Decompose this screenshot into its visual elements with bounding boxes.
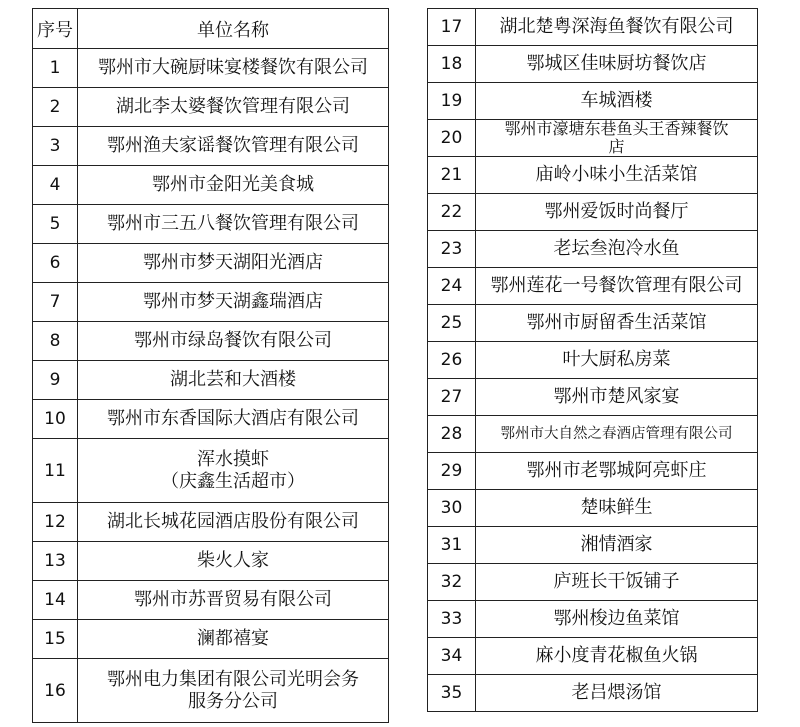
header-no: 序号 [33, 9, 78, 49]
row-number: 11 [33, 439, 78, 503]
row-number: 26 [428, 342, 476, 379]
table-row [428, 416, 758, 453]
table-row [33, 322, 389, 361]
table-row [33, 503, 389, 542]
row-number: 9 [33, 361, 78, 400]
table-row [33, 88, 389, 127]
table-row [428, 564, 758, 601]
table-row [428, 638, 758, 675]
row-number: 1 [33, 49, 78, 88]
unit-name: 车城酒楼 [476, 83, 758, 120]
table-row [33, 49, 389, 88]
row-number: 22 [428, 194, 476, 231]
row-number: 5 [33, 205, 78, 244]
row-number: 31 [428, 527, 476, 564]
table-row [428, 83, 758, 120]
unit-name: 湖北长城花园酒店股份有限公司 [78, 503, 389, 542]
row-number: 2 [33, 88, 78, 127]
table-row [33, 400, 389, 439]
unit-name: 湖北楚粤深海鱼餐饮有限公司 [476, 9, 758, 46]
table-row [428, 342, 758, 379]
restaurant-table-left [32, 8, 389, 723]
right-table-body [428, 9, 758, 712]
row-number: 25 [428, 305, 476, 342]
unit-name: 鄂城区佳味厨坊餐饮店 [476, 46, 758, 83]
header-row [33, 9, 389, 49]
row-number: 6 [33, 244, 78, 283]
row-number: 29 [428, 453, 476, 490]
table-row [33, 127, 389, 166]
unit-name: 鄂州市老鄂城阿亮虾庄 [476, 453, 758, 490]
row-number: 34 [428, 638, 476, 675]
row-number: 32 [428, 564, 476, 601]
unit-name: 湖北李太婆餐饮管理有限公司 [78, 88, 389, 127]
row-number: 23 [428, 231, 476, 268]
unit-name: 庙岭小味小生活菜馆 [476, 157, 758, 194]
unit-name: 鄂州市苏晋贸易有限公司 [78, 581, 389, 620]
row-number: 21 [428, 157, 476, 194]
row-number: 15 [33, 620, 78, 659]
row-number: 28 [428, 416, 476, 453]
unit-name: 庐班长干饭铺子 [476, 564, 758, 601]
row-number: 4 [33, 166, 78, 205]
row-number: 3 [33, 127, 78, 166]
unit-name: 鄂州市金阳光美食城 [78, 166, 389, 205]
unit-name: 鄂州市楚风家宴 [476, 379, 758, 416]
table-row [33, 659, 389, 723]
row-number: 7 [33, 283, 78, 322]
table-row [33, 361, 389, 400]
table-row [428, 9, 758, 46]
table-row [428, 268, 758, 305]
row-number: 19 [428, 83, 476, 120]
unit-name: 鄂州莲花一号餐饮管理有限公司 [476, 268, 758, 305]
table-row [33, 283, 389, 322]
unit-name: 鄂州市东香国际大酒店有限公司 [78, 400, 389, 439]
unit-name: 湘情酒家 [476, 527, 758, 564]
row-number: 30 [428, 490, 476, 527]
row-number: 17 [428, 9, 476, 46]
row-number: 16 [33, 659, 78, 723]
unit-name: 鄂州市大自然之春酒店管理有限公司 [476, 416, 758, 453]
row-number: 35 [428, 675, 476, 712]
table-row [428, 453, 758, 490]
table-row [428, 120, 758, 157]
unit-name: 柴火人家 [78, 542, 389, 581]
table-row [428, 194, 758, 231]
header-name: 单位名称 [78, 9, 389, 49]
table-row [428, 527, 758, 564]
unit-name: 鄂州市梦天湖阳光酒店 [78, 244, 389, 283]
unit-name: 鄂州市厨留香生活菜馆 [476, 305, 758, 342]
row-number: 24 [428, 268, 476, 305]
unit-name: 叶大厨私房菜 [476, 342, 758, 379]
unit-name: 鄂州爱饭时尚餐厅 [476, 194, 758, 231]
left-table-body [33, 49, 389, 723]
table-row [428, 490, 758, 527]
unit-name: 鄂州市绿岛餐饮有限公司 [78, 322, 389, 361]
unit-name: 老吕煨汤馆 [476, 675, 758, 712]
table-row [428, 231, 758, 268]
table-row [33, 620, 389, 659]
table-row [33, 205, 389, 244]
unit-name: 鄂州梭边鱼菜馆 [476, 601, 758, 638]
table-row [428, 601, 758, 638]
row-number: 13 [33, 542, 78, 581]
row-number: 8 [33, 322, 78, 361]
unit-name: 鄂州电力集团有限公司光明会务 服务分公司 [78, 659, 389, 723]
unit-name: 鄂州市濠塘东巷鱼头王香辣餐饮 店 [476, 120, 758, 157]
table-row [33, 439, 389, 503]
unit-name: 鄂州渔夫家谣餐饮管理有限公司 [78, 127, 389, 166]
table-row [33, 244, 389, 283]
row-number: 14 [33, 581, 78, 620]
unit-name: 鄂州市三五八餐饮管理有限公司 [78, 205, 389, 244]
table-row [428, 305, 758, 342]
row-number: 20 [428, 120, 476, 157]
row-number: 18 [428, 46, 476, 83]
unit-name: 鄂州市梦天湖鑫瑞酒店 [78, 283, 389, 322]
row-number: 33 [428, 601, 476, 638]
table-row [428, 379, 758, 416]
table-row [428, 675, 758, 712]
unit-name: 楚味鲜生 [476, 490, 758, 527]
table-row [33, 542, 389, 581]
table-row [428, 46, 758, 83]
restaurant-table-right [427, 8, 758, 712]
row-number: 27 [428, 379, 476, 416]
unit-name: 鄂州市大碗厨味宴楼餐饮有限公司 [78, 49, 389, 88]
row-number: 12 [33, 503, 78, 542]
table-row [428, 157, 758, 194]
unit-name: 澜都禧宴 [78, 620, 389, 659]
row-number: 10 [33, 400, 78, 439]
table-row [33, 166, 389, 205]
unit-name: 湖北芸和大酒楼 [78, 361, 389, 400]
table-row [33, 581, 389, 620]
unit-name: 老坛叁泡冷水鱼 [476, 231, 758, 268]
unit-name: 麻小度青花椒鱼火锅 [476, 638, 758, 675]
unit-name: 浑水摸虾 （庆鑫生活超市） [78, 439, 389, 503]
